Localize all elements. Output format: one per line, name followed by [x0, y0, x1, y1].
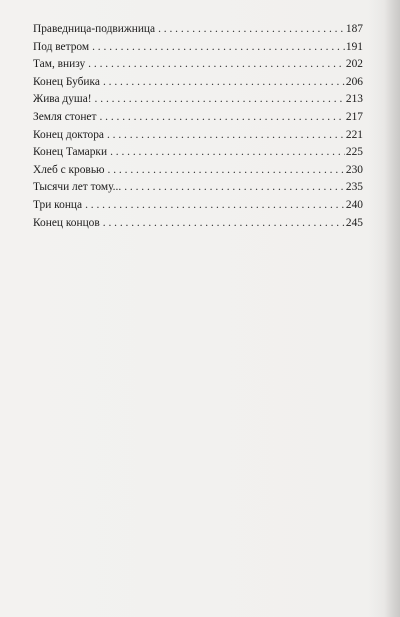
toc-entry-title: Праведница-подвижница — [33, 23, 156, 35]
toc-dot-leader — [105, 162, 345, 180]
toc-entry — [33, 215, 363, 233]
toc-entry — [33, 197, 363, 215]
toc-entry-title: Конец Тамарки — [33, 146, 108, 159]
toc-entry-title: Жива душа! — [33, 93, 92, 106]
toc-entry — [33, 91, 363, 109]
toc-entry-page: 206 — [345, 75, 363, 88]
toc-entry-title: Конец концов — [33, 216, 100, 229]
toc-dot-leader — [155, 21, 345, 39]
toc-entry — [33, 109, 363, 127]
toc-entry — [33, 56, 363, 74]
toc-entry-page: 202 — [345, 58, 363, 71]
toc-entry — [33, 179, 363, 197]
toc-entry-page: 225 — [345, 146, 363, 159]
toc-entry-page: 221 — [345, 128, 363, 141]
toc-entry — [33, 162, 363, 180]
toc-entry-page: 217 — [345, 110, 363, 123]
toc-entry-title: Тысячи лет тому... — [33, 181, 122, 194]
toc-entry — [33, 127, 363, 145]
toc-dot-leader — [107, 144, 345, 162]
toc-dot-leader — [100, 215, 345, 233]
toc-entry-page: 235 — [345, 181, 363, 194]
toc-dot-leader — [85, 56, 345, 74]
toc-entry — [33, 74, 363, 92]
toc-entry-page: 230 — [345, 163, 363, 176]
toc-dot-leader — [121, 179, 345, 197]
toc-entry-title: Конец Бубика — [33, 75, 100, 88]
toc-entry — [33, 39, 363, 57]
toc-entry-title: Конец доктора — [33, 128, 104, 141]
toc-entry-title: Там, внизу — [33, 58, 86, 71]
toc-entry — [33, 21, 363, 39]
toc-entry-title: Три конца — [33, 198, 83, 211]
toc-dot-leader — [89, 39, 345, 57]
toc-entry-page: 240 — [345, 198, 363, 211]
toc-entry-title: Земля стонет — [33, 110, 97, 123]
toc-entry-page: 191 — [345, 40, 363, 53]
toc-dot-leader — [96, 109, 344, 127]
toc-entry-page: 245 — [345, 216, 363, 229]
toc-entry-page: 213 — [345, 93, 363, 106]
toc-entry-title: Под ветром — [33, 40, 90, 53]
toc-entry — [33, 144, 363, 162]
toc-dot-leader — [100, 74, 345, 92]
toc-dot-leader — [82, 197, 345, 215]
toc-dot-leader — [92, 91, 345, 109]
toc-dot-leader — [104, 127, 345, 145]
toc-entry-title: Хлеб с кровью — [33, 163, 105, 176]
table-of-contents — [33, 21, 363, 232]
toc-entry-page: 187 — [345, 23, 363, 35]
